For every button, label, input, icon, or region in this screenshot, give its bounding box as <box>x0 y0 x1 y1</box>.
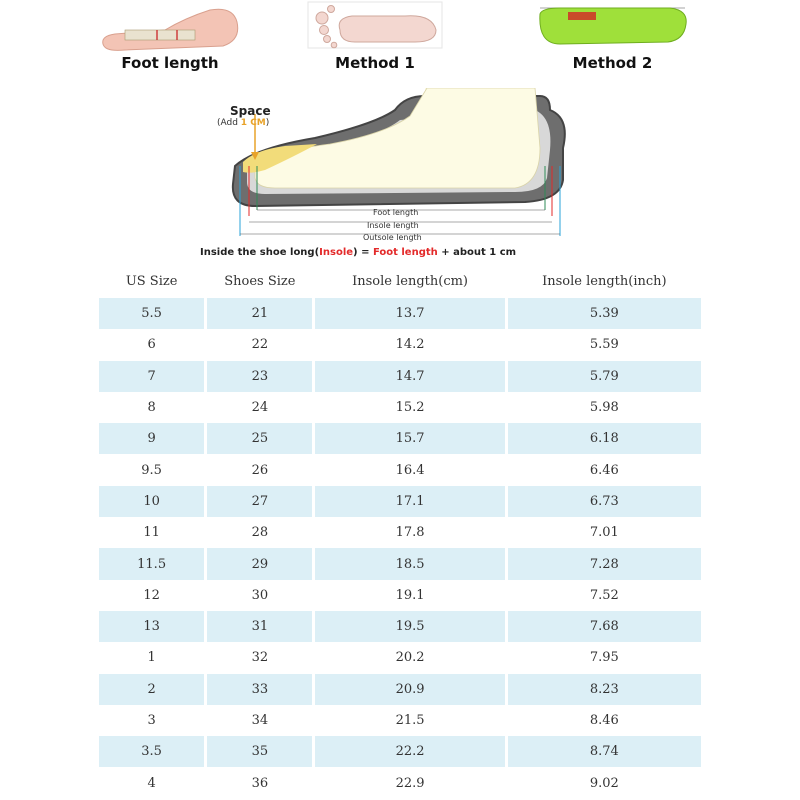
foot-length-label: Foot length <box>121 54 219 72</box>
method-2-panel <box>530 0 695 80</box>
header-shoes-size: Shoes Size <box>224 274 296 289</box>
insole-cm-cell: 21.5 <box>395 713 425 728</box>
insole-inch-cell: 9.02 <box>589 775 619 791</box>
method-1-label: Method 1 <box>335 54 415 72</box>
shoes-size-cell: 34 <box>251 713 269 728</box>
insole-cm-cell: 22.2 <box>315 736 504 767</box>
space-label: Space <box>230 104 271 118</box>
table-row <box>99 454 701 485</box>
outsole-length-dimension-label: Outsole length <box>363 233 422 242</box>
header-insole-cm: Insole length(cm) <box>352 274 469 289</box>
foot-length-panel <box>95 0 245 80</box>
foot-length-dimension-label: Foot length <box>373 208 419 217</box>
shoes-size-cell: 35 <box>207 736 312 767</box>
shoe-diagram <box>195 88 605 263</box>
table-body <box>99 298 701 799</box>
insole-inch-cell: 8.23 <box>508 674 701 705</box>
shoes-size-cell: 22 <box>251 337 269 353</box>
shoes-size-cell: 32 <box>251 650 269 666</box>
method-illustrations <box>0 0 800 80</box>
table-row <box>99 767 701 798</box>
table-row <box>99 298 701 329</box>
shoes-size-cell: 26 <box>251 462 269 478</box>
shoes-size-cell: 21 <box>207 298 312 329</box>
insole-inch-cell: 7.52 <box>589 587 619 603</box>
size-chart-table <box>96 265 704 799</box>
table-row <box>99 580 701 611</box>
method-2-label: Method 2 <box>572 54 653 72</box>
table-row <box>99 705 701 736</box>
insole-cm-cell: 19.5 <box>315 611 504 642</box>
us-size-cell: 3 <box>147 713 156 728</box>
insole-cm-cell: 15.2 <box>395 400 425 416</box>
table-row <box>99 611 701 642</box>
table-row <box>99 392 701 423</box>
insole-inch-cell: 5.98 <box>589 400 619 416</box>
table-row <box>99 329 701 360</box>
shoes-size-cell: 31 <box>207 611 312 642</box>
insole-inch-cell: 8.46 <box>589 713 619 728</box>
table-row <box>99 423 701 454</box>
table-header-row <box>99 265 701 298</box>
table-row <box>99 361 701 392</box>
insole-cm-cell: 17.8 <box>395 525 425 541</box>
insole-cm-cell: 18.5 <box>315 548 504 579</box>
insole-inch-cell: 6.18 <box>508 423 701 454</box>
insole-formula: Inside the shoe long(Insole) = Foot length + about 1 cm <box>200 247 517 258</box>
insole-cm-cell: 15.7 <box>315 423 504 454</box>
us-size-cell: 7 <box>99 361 204 392</box>
us-size-cell: 5.5 <box>99 298 204 329</box>
insole-inch-cell: 7.28 <box>508 548 701 579</box>
insole-cm-cell: 16.4 <box>395 462 425 478</box>
insole-inch-cell: 6.46 <box>589 462 619 478</box>
us-size-cell: 3.5 <box>99 736 204 767</box>
us-size-cell: 2 <box>99 674 204 705</box>
table-row <box>99 674 701 705</box>
method-1-panel <box>300 0 450 80</box>
shoes-size-cell: 25 <box>207 423 312 454</box>
us-size-cell: 4 <box>147 775 156 791</box>
insole-inch-cell: 8.74 <box>508 736 701 767</box>
table-row <box>99 486 701 517</box>
shoes-size-cell: 24 <box>251 400 269 416</box>
insole-icon <box>530 0 695 50</box>
shoes-size-cell: 27 <box>207 486 312 517</box>
shoes-size-cell: 28 <box>251 525 269 541</box>
shoes-size-cell: 36 <box>251 775 269 791</box>
us-size-cell: 12 <box>143 587 160 603</box>
insole-cm-cell: 14.7 <box>315 361 504 392</box>
us-size-cell: 8 <box>147 400 156 416</box>
us-size-cell: 10 <box>99 486 204 517</box>
us-size-cell: 1 <box>147 650 156 666</box>
insole-inch-cell: 7.95 <box>589 650 619 666</box>
us-size-cell: 6 <box>147 337 156 353</box>
insole-cm-cell: 19.1 <box>395 587 425 603</box>
header-us-size: US Size <box>125 274 178 289</box>
space-sub-label: (Add 1 CM) <box>217 118 270 128</box>
shoes-size-cell: 23 <box>207 361 312 392</box>
shoes-size-cell: 30 <box>251 587 269 603</box>
insole-inch-cell: 6.73 <box>508 486 701 517</box>
us-size-cell: 11.5 <box>99 548 204 579</box>
shoes-size-cell: 33 <box>207 674 312 705</box>
insole-cm-cell: 17.1 <box>315 486 504 517</box>
shoes-size-cell: 29 <box>207 548 312 579</box>
insole-cm-cell: 13.7 <box>315 298 504 329</box>
insole-cm-cell: 14.2 <box>395 337 425 353</box>
foot-ruler-icon <box>95 0 245 56</box>
table-row <box>99 517 701 548</box>
table-row <box>99 736 701 767</box>
insole-inch-cell: 5.59 <box>589 337 619 353</box>
us-size-cell: 9 <box>99 423 204 454</box>
insole-inch-cell: 5.39 <box>508 298 701 329</box>
insole-cm-cell: 20.9 <box>315 674 504 705</box>
us-size-cell: 11 <box>143 525 160 541</box>
insole-cm-cell: 22.9 <box>395 775 425 791</box>
table-row <box>99 548 701 579</box>
insole-inch-cell: 7.68 <box>508 611 701 642</box>
table-row <box>99 642 701 673</box>
footprint-icon <box>300 0 450 52</box>
insole-cm-cell: 20.2 <box>395 650 425 666</box>
insole-length-dimension-label: Insole length <box>367 221 419 230</box>
us-size-cell: 9.5 <box>141 462 162 478</box>
insole-inch-cell: 5.79 <box>508 361 701 392</box>
us-size-cell: 13 <box>99 611 204 642</box>
header-insole-inch: Insole length(inch) <box>542 274 667 289</box>
insole-inch-cell: 7.01 <box>589 525 619 541</box>
